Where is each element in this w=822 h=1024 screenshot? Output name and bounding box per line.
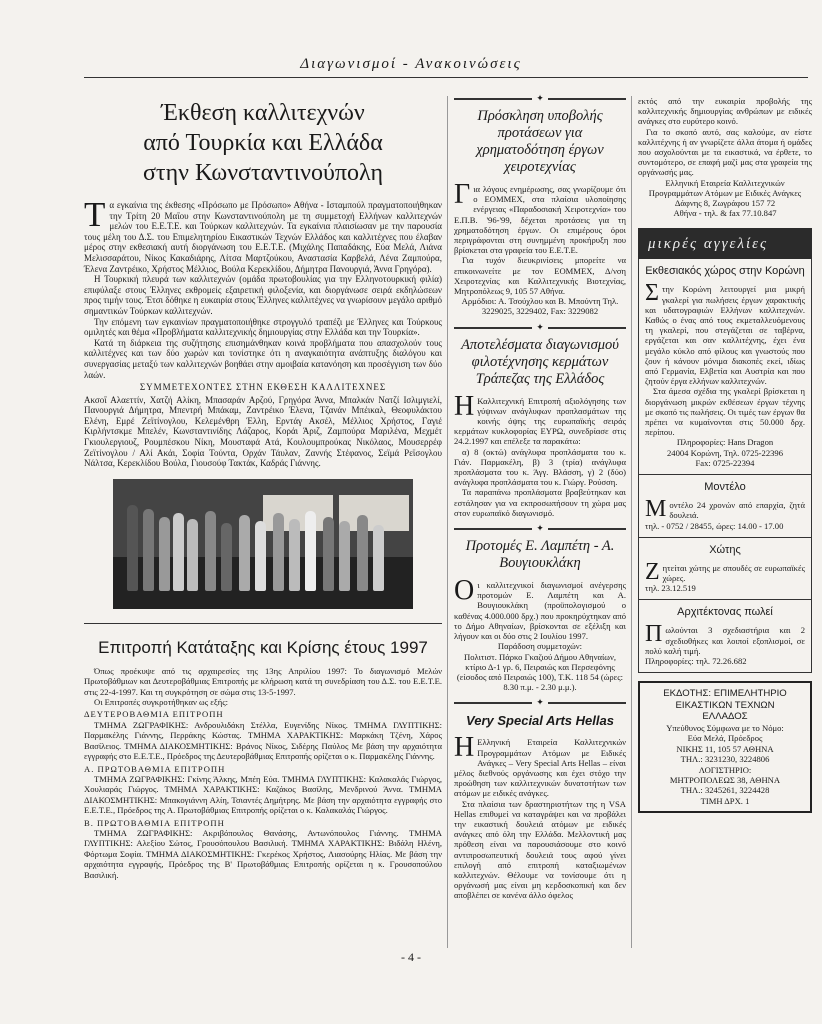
article-paragraph: Για τυχόν διευκρινίσεις μπορείτε να επικοινωνείτε με τον ΕΟΜΜΕΧ, Δ/νση Χειροτεχνίας και Καλλιτεχνικής Βιοτεχνίας, Μητροπόλεως 9, 105 57 Αθήνα.: [454, 255, 626, 297]
publisher-box: [638, 681, 812, 813]
contact-info: Πολιτιστ. Πάρκο Γκαζιού Δήμου Αθηναίων, κτίριο Δ-1 γρ. 6, Πειραιώς και Περσεφόνης (είσοδος από Πειραιώς 100), Τ.Κ. 118 54 (ώρες: 8.30 π.μ. - 2.30 μ.μ.).: [456, 651, 624, 693]
exhibition-article: [84, 195, 442, 469]
publisher-line: Υπεύθυνος Σύμφωνα με το Νόμο:: [666, 722, 784, 733]
committee-article: [84, 666, 442, 880]
article-paragraph: Οι καλλιτεχνικοί διαγωνισμοί ανέγερσης προτομών Ε. Λαμπέτη και Α. Βουγιουκλάκη (προϋπολογισμού ο καθένας 4.000.000 δρχ.) που προκηρύχτηκαν από το Δήμο Αθηναίων, βρίσκονται σε εξέλιξη και λήγουν και οι δύο στις 2 Ιουλίου 1997.: [454, 575, 626, 642]
publisher-line: ΕΚΔΟΤΗΣ: ΕΠΙΜΕΛΗΤΗΡΙΟ: [663, 688, 787, 700]
article-paragraph: Κατά τη διάρκεια της συζήτησης επισημάνθηκαν κοινά προβλήματα που απασχολούν τους καλλιτέχνες και των δύο χωρών και τονίστηκε ότι η αναγκαιότητα ανάπτυξης διαλόγου και συνεργασίας μεταξύ των καλλιτεχνών βοηθάει στην αμοιβαία κατανόηση και προσέγγιση των δύο λαών.: [84, 337, 442, 380]
participants-list: Ακσοΐ Αλαεττίν, Χατζή Αλίκη, Μπασαράν Αρζού, Γρηγόρα Άννα, Μπαλκάν Νατζί Ισλιμγιελί, Πανουργιά Δήμητρα, Μπεντρή Μπάκαμ, Ζαντρέικο Έλενα, Τζανάν Μπέικαλ, Θεοφυλάκτου Ελένη, Εμρέ Ζεϊτίνογλου, Κελεμένθρη Έλλη, Ερντάγ Ακσέλ, Μέλλιος Χρήστος, Γαγιέ Κιρλήντσκμε Μπελέν, Κωνσταντινίδης Λάζαρος, Κοράι Άριζ, Ζαμπούρα Μαριλένα, Μεχμέτ Γκιουλεργιουζ, Ρουμπέσκου Νίκη, Μουσταφά Ατά, Κουλουμπρούκας Νικόλαος, Μουσερρέφ Ζεϊτίνογλου / Αλί Ακάι, Σοφία Τούντα, Ορχάν Τάυλαν, Ζαννής Στέφανος, Σεϊμά Ρεϊσογλου Νάλτσα, Κερεκλίδου Βούλα, Γιουσούφ Τακτάκ, Καδράς Γιάννης.: [84, 394, 442, 469]
classifieds-banner: μικρές αγγελίες: [638, 228, 812, 259]
ad-body: Ζητείται χώτης με σπουδές σε ευρωπαϊκές χώρες. τηλ. 23.12.519: [645, 558, 805, 594]
drop-cap: Π: [645, 621, 663, 648]
article-paragraph: ΤΜΗΜΑ ΖΩΓΡΑΦΙΚΗΣ: Γκίνης Άλκης, Μπέη Εύα. ΤΜΗΜΑ ΓΛΥΠΤΙΚΗΣ: Καλακαλάς Γιώργος, Χουλιαράς Γιώργος. ΤΜΗΜΑ ΧΑΡΑΚΤΙΚΗΣ: Καζάκος Βασίλης, Μενδρινού Άννα. ΤΜΗΜΑ ΔΙΑΚΟΣΜΗΤΙΚΗΣ: Μπακογιάννη Αλίη, Τσιαντές Δημήτρης. Με βάση την αρχαιότητα εγγραφής στο Ε.Ε.Τ.Ε., Πρόεδρος της Α. Πρωτοβάθμιας Επιτροπής ορίζεται ο κ. Καλακαλάς Γιώργος.: [84, 773, 442, 816]
article-paragraph: Τα παραπάνω προπλάσματα βραβεύτηκαν και εστάλησαν για να εκπροσωπήσουν τη χώρα μας στον ευρωπαϊκό διαγωνισμό.: [454, 487, 626, 518]
article-paragraph: ΤΜΗΜΑ ΖΩΓΡΑΦΙΚΗΣ: Ανδρουλιδάκη Στέλλα, Ευγενίδης Νίκος. ΤΜΗΜΑ ΓΛΥΠΤΙΚΗΣ: Παρμακέλης Γιάννης, Περράκης Κώστας. ΤΜΗΜΑ ΧΑΡΑΚΤΙΚΗΣ: Μαρκάκη Τζένη, Χάρος Βασίλειος. ΤΜΗΜΑ ΔΙΑΚΟΣΜΗΤΙΚΗΣ: Βράνος Νίκος, Σιδέρης Παύλος Με βάση την αρχαιότητα εγγραφής στο Ε.Ε.Τ.Ε., Πρόεδρος της Δευτεροβάθμιας Επιτροπής ορίζεται ο κ. Παρμακέλης Γιάννης.: [84, 719, 442, 762]
article-paragraph: Η Τουρκική πλευρά των καλλιτεχνών (ομάδα πρωτοβουλίας για την Ελληνοτουρκική φιλία) επιφύλαξε στους Έλληνες εκθρομείς εξαιρετική φιλοξενία, και διοργάνωσε σειρά εκδηλώσεων προς τιμήν τους. Έτσι δόθηκε η ευκαιρία στους Έλληνες καλλιτέχνες να γνωρίσουν μεγάλο αριθμό σημαντικών Τούρκων καλλιτεχνών.: [84, 274, 442, 316]
ornament-icon: ✦: [454, 323, 626, 331]
classifieds-box: [638, 259, 812, 673]
busts-article: [454, 575, 626, 693]
ad-body: Στην Κορώνη λειτουργεί μια μικρή γκαλερί για πωλήσεις έργων χαρακτικής και υδατογραφιών Ελλήνων καλλιτεχνών. Καθώς ο ένας από τους εκμεταλλευόμενους τη γκαλερί, που στεγάζεται σε ταβέρνα, εργάζεται και σαν καλλιτέχνης, έχει ένα μεγάλο κύκλο από φίλους και γνωστούς που ζουν ή κάνουν μόνιμα διακοπές εκεί, ιδίως από Γερμανία, Ελβετία και Αυστρία και που ζητούν έργα ελλήνων καλλιτεχνών. Στα άμεσα σχέδια της γκαλερί βρίσκεται η διοργάνωση μικρών εκθέσεων έργων τέχνης με σκοπό τις πωλήσεις. Οι τιμές των έργων θα πρέπει να κυμαίνονται στις 50.000 δρχ. περίπου. Πληροφορίες: Hans Dragon 24004 Κορώνη, Τηλ. 0725-22396 Fax: 0725-22394: [645, 280, 805, 468]
column-divider: [631, 96, 632, 948]
article-title: [84, 98, 442, 188]
header-rule: [84, 77, 808, 78]
ad-title: Μοντέλο: [704, 481, 746, 494]
vsa-continuation: [638, 96, 812, 218]
article-paragraph: εκτός από την ευκαιρία προβολής της καλλιτεχνικής δημιουργίας ανθρώπων με ειδικές ανάγκες στο ευρύτερο κοινό.: [638, 96, 812, 127]
drop-cap: Ο: [454, 575, 475, 607]
ornament-icon: ✦: [454, 94, 626, 102]
article-paragraph: Για λόγους ενημέρωσης, σας γνωρίζουμε ότι ο ΕΟΜΜΕΧ, στα πλαίσια υλοποίησης ενέργειας «Παραδοσιακή Χειροτεχνία» του Ε.Π.Β. '96-'99, δέχεται προτάσεις για τη χρηματοδότηση έργων. Οι επιμέρους όροι περιγράφονται στη συνημμένη προκήρυξη που βρίσκεται στα γραφεία του Ε.Ε.Τ.Ε.: [454, 179, 626, 256]
ornament-icon: ✦: [454, 524, 626, 532]
article-paragraph: Στα πλαίσια των δραστηριοτήτων της η VSA Hellas επιθυμεί να καταγράψει και να προβάλει την εικαστική δουλειά ατόμων με ειδικές ανάγκες από όλη την Ελλάδα. Μελλοντική μας πρόθεση είναι να παρουσιάσουμε στο κοινό αντιπροσωπευτική δουλειά τους αφού γίνει επιλογή από επιτροπή καταξιωμένων καλλιτεχνών. Θέλουμε να τονίσουμε ότι η οργάνωσή μας είναι μη κερδοσκοπική και δεν αποβλέπει σε κανένα άλλο όφελος: [454, 798, 626, 901]
publisher-line: ΝΙΚΗΣ 11, 105 57 ΑΘΗΝΑ: [676, 743, 774, 754]
ad-title: Χώτης: [709, 543, 741, 556]
ornament-icon: ✦: [454, 698, 626, 706]
article-paragraph: Οι Επιτροπές συγκροτήθηκαν ως εξής:: [94, 697, 228, 708]
coins-article: [454, 390, 626, 518]
publisher-line: ΜΗΤΡΟΠΟΛΕΩΣ 38, ΑΘΗΝΑ: [669, 774, 781, 785]
publisher-line: ΕΙΚΑΣΤΙΚΩΝ ΤΕΧΝΩΝ: [675, 699, 775, 711]
classified-ad: [639, 599, 811, 672]
middle-column: [454, 80, 626, 950]
article-paragraph: Η Καλλιτεχνική Επιτροπή αξιολόγησης των γύψινων ανάγλυφων προπλασμάτων της κοινής όψης της ευρωπαϊκής σειράς κερμάτων κυκλοφορίας ΕΥΡΩ, συνεδρίασε στις 24.2.1997 και επέλεξε τα παρακάτω:: [454, 390, 626, 447]
ad-body: Μοντέλο 24 χρονών από επαρχία, ζητά δουλειά. τηλ. - 0752 / 28455, ώρες: 14.00 - 17.00: [645, 496, 805, 531]
drop-cap: Γ: [454, 179, 471, 210]
crafts-article: [454, 179, 626, 317]
drop-cap: Τ: [84, 195, 106, 234]
drop-cap: Η: [454, 390, 475, 422]
article-paragraph: Η Ελληνική Εταιρεία Καλλιτεχνικών Προγραμμάτων Ατόμων με Ειδικές Ανάγκες – Very Special Arts Hellas – είναι μέλος διεθνούς οργάνωσης και έχει στόχο την προώθηση των καλλιτεχνικών δυνατοτήτων των ατόμων με ειδικές ανάγκες.: [454, 732, 626, 799]
coins-title: Αποτελέσματα διαγωνισμού φιλοτέχνησης κερμάτων Τράπεζας της Ελλάδος: [461, 336, 619, 387]
section-rule: [84, 623, 442, 624]
article-paragraph: ΤΜΗΜΑ ΖΩΓΡΑΦΙΚΗΣ: Ακριβόπουλος Θανάσης, Αντωνόπουλος Γιάννης. ΤΜΗΜΑ ΓΛΥΠΤΙΚΗΣ: Αλεξίου Σώτος, Γρουσόπουλου Βασιλική. ΤΜΗΜΑ ΧΑΡΑΚΤΙΚΗΣ: Βιδάλη Ηλένη, Φόρτωμα Σοφία. ΤΜΗΜΑ ΔΙΑΚΟΣΜΗΤΙΚΗΣ: Γκερέκος Χρήστος, Λιασούρης Ηλίας. Με βάση την αρχαιότητα εγγραφής, Πρόεδρος της Β' Πρωτοβάθμιας Επιτροπής ορίζεται η κ. Γρουσοπούλου Βασιλική.: [84, 827, 442, 880]
article-paragraph: Τα εγκαίνια της έκθεσης «Πρόσωπο με Πρόσωπο» Αθήνα - Ισταμπούλ πραγματοποιήθηκαν την Τρίτη 20 Μαΐου στην Κωνσταντινούπολη με τη συμμετοχή Ελλήνων καλλιτεχνών μελών του Ε.Ε.Τ.Ε. και Τούρκων καλλιτεχνών. Τα εγκαίνια πλαισίωσαν με την παρουσία τους μέλη του Δ.Σ. του Επιμελητηρίου Εικαστικών Τεχνών Ελλάδος και καλλιτέχνες που έλαβαν μέρος στην εκθεσιακή αυτή διοργάνωση του Ε.Ε.Τ.Ε. (Μιχάλης Παπαδάκης, Εύα Μελά, Λιάνα Μελισσαράτου, Νίκος Κακαδιάρης, Λίτσα Μαρτζούκου, Αναστασία Καρβελά, Λένα Ζαμπούρα, Έλενα Ζαντρέικο, Χρήστος Μέλλιος, Βούλα Κερεκλίδου, Δήμητρα Πανουργιά, Άννα Γρηγόρα).: [84, 195, 442, 274]
running-head: Διαγωνισμοί - Ανακοινώσεις: [300, 56, 522, 72]
crafts-title: Πρόσκληση υποβολής προτάσεων για χρηματοδότηση έργων χειροτεχνίας: [476, 108, 604, 175]
title-line: Έκθεση καλλιτεχνών: [161, 100, 365, 126]
page-number: - 4 -: [401, 950, 421, 964]
publisher-line: ΤΗΛ.: 3231230, 3224806: [680, 754, 770, 765]
classified-ad: [639, 259, 811, 474]
classified-ad: [639, 537, 811, 600]
vsa-title: Very Special Arts Hellas: [466, 713, 614, 729]
classified-ad: [639, 474, 811, 537]
participants-heading: ΣΥΜΜΕΤΕΧΟΝΤΕΣ ΣΤΗΝ ΕΚΘΕΣΗ ΚΑΛΛΙΤΕΧΝΕΣ: [139, 382, 387, 393]
title-line: από Τουρκία και Ελλάδα: [143, 130, 383, 156]
ad-title: Αρχιτέκτονας πωλεί: [677, 606, 773, 619]
publisher-line: ΤΙΜΗ ΔΡΧ. 1: [700, 795, 750, 806]
drop-cap: Ζ: [645, 558, 660, 585]
vsa-article: [454, 732, 626, 901]
column-divider: [447, 96, 448, 948]
right-column: [638, 96, 812, 956]
article-paragraph: α) 8 (οκτώ) ανάγλυφα προπλάσματα του κ. Γιάν. Παρμακέλη, β) 3 (τρία) ανάγλυφα προπλάσματα του κ. Άγγ. Βλάσση, γ) 2 (δύο) ανάγλυφα προπλάσματα του κ. Γιώργ. Ρούσση.: [454, 446, 626, 488]
article-paragraph: Την επόμενη των εγκαινίων πραγματοποιήθηκε στρογγυλό τραπέζι με Έλληνες και Τούρκους ομιλητές και θέμα «Προβλήματα καλλιτεχνικής δημιουργίας στην Ελλάδα και την Τουρκία».: [84, 316, 442, 338]
publisher-line: ΤΗΛ.: 3245261, 3224428: [680, 785, 770, 796]
title-line: στην Κωνσταντινούπολη: [142, 160, 383, 186]
drop-cap: Σ: [645, 280, 659, 307]
publisher-line: Εύα Μελά, Πρόεδρος: [687, 733, 763, 744]
committee-title: Επιτροπή Κατάταξης και Κρίσης έτους 1997: [98, 637, 428, 657]
article-paragraph: Παράδοση συμμετοχών:: [497, 641, 583, 652]
signature: Ελληνική Εταιρεία Καλλιτεχνικών Προγραμμάτων Ατόμων με Ειδικές Ανάγκες: [648, 177, 802, 198]
ad-body: Πωλούνται 3 σχεδιαστήρια και 2 σχεδιοθήκες και λοιποί εξοπλισμοί, σε πολύ καλή τιμή. Πληροφορίες: τηλ. 72.26.682: [645, 621, 805, 666]
exhibition-photo: [113, 479, 413, 609]
publisher-line: ΛΟΓΙΣΤΗΡΙΟ:: [698, 764, 752, 775]
drop-cap: Μ: [645, 496, 667, 523]
signature: Δάφνης 8, Ζωγράφου 157 72: [674, 198, 776, 209]
contact-info: Αρμόδιοι: Α. Τσούχλου και Β. Μπούντη Τηλ. 3229025, 3229402, Fax: 3229082: [461, 296, 619, 317]
ad-title: Εκθεσιακός χώρος στην Κορώνη: [645, 265, 805, 278]
busts-title: Προτομές Ε. Λαμπέτη - Α. Βουγιουκλάκη: [465, 538, 615, 572]
left-column: [84, 80, 442, 950]
article-paragraph: Όπως προέκυψε από τις αρχαιρεσίες της 13ης Απριλίου 1997: Το διαγωνισμό Μελών Πρωτοβάθμιων και Δευτεροβάθμιας Επιτροπής με κλήρωση κατά τη συνεδρίαση του Δ.Σ. του Ε.Ε.Τ.Ε. στις 22-4-1997. Και τη συγκρότηση σε σώμα στις 13-5-1997.: [84, 665, 442, 697]
committee-heading: Α. ΠΡΩΤΟΒΑΘΜΙΑ ΕΠΙΤΡΟΠΗ: [84, 763, 226, 774]
committee-heading: ΔΕΥΤΕΡΟΒΑΘΜΙΑ ΕΠΙΤΡΟΠΗ: [84, 709, 224, 720]
article-paragraph: Για το σκοπό αυτό, σας καλούμε, αν είστε καλλιτέχνης ή αν γνωρίζετε άλλα άτομα ή ομάδες που ασχολούνται με τα εικαστικά, να έρθετε, το συντομότερο, σε επαφή μαζί μας στα γραφεία της οργάνωσής μας.: [638, 126, 812, 178]
publisher-line: ΕΛΛΑΔΟΣ: [702, 711, 748, 723]
signature: Αθήνα - τηλ. & fax 77.10.847: [673, 208, 777, 219]
drop-cap: Η: [454, 732, 475, 764]
committee-heading: Β. ΠΡΩΤΟΒΑΘΜΙΑ ΕΠΙΤΡΟΠΗ: [84, 817, 225, 828]
